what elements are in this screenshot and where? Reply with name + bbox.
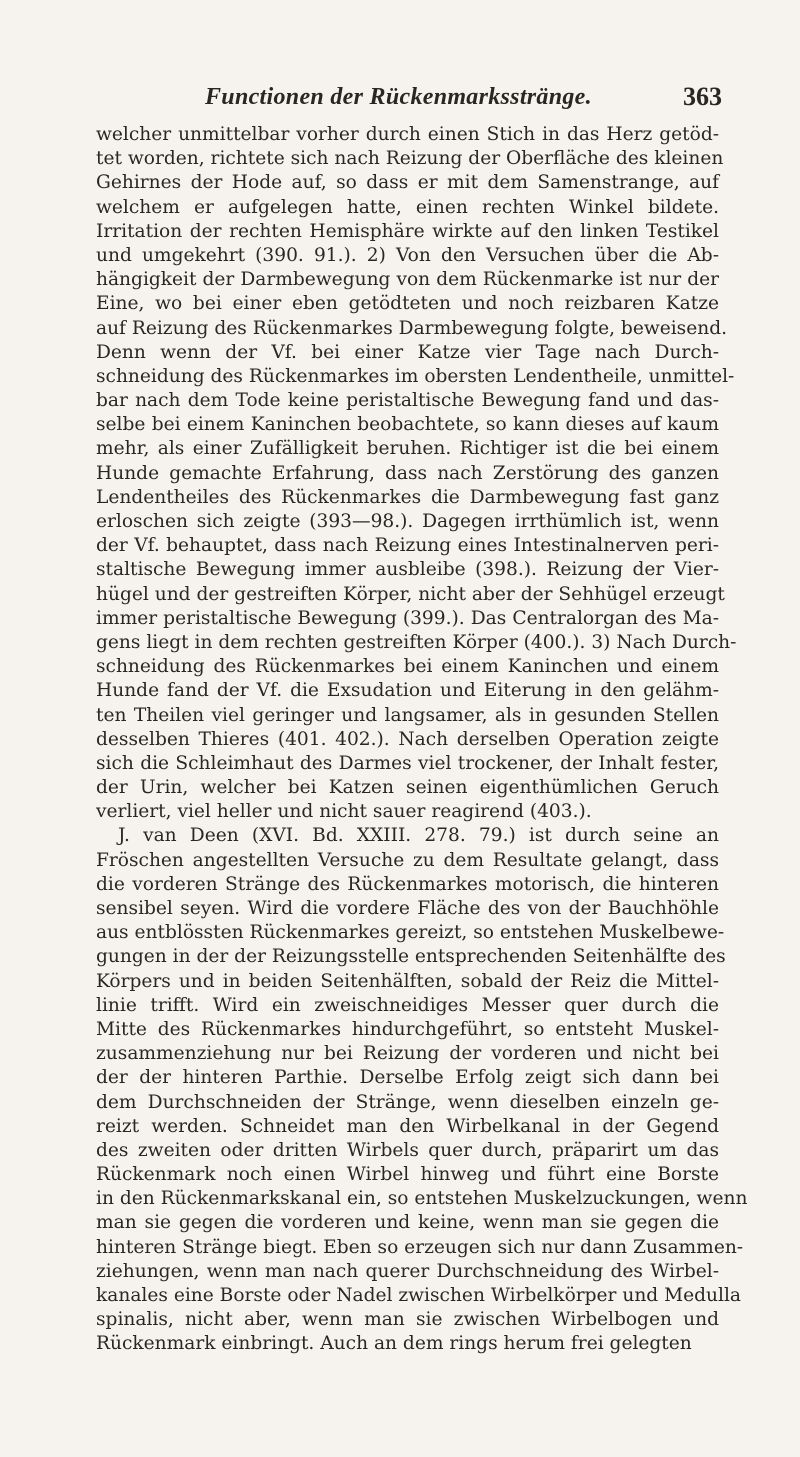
text-line: Denn wenn der Vf. bei einer Katze vier Tage nach Durch-: [96, 341, 719, 363]
text-line: gungen in der der Reizungsstelle entsprechenden Seitenhälfte des: [96, 946, 726, 968]
text-line: auf Reizung des Rückenmarkes Darmbewegung folgte, beweisend.: [96, 317, 728, 339]
text-line: zusammenziehung nur bei Reizung der vorderen und nicht bei: [96, 1043, 719, 1065]
text-line: Fröschen angestellten Versuche zu dem Resultate gelangt, dass: [96, 849, 719, 871]
text-line: gens liegt in dem rechten gestreiften Körper (400.). 3) Nach Durch-: [96, 631, 737, 653]
text-line: ziehungen, wenn man nach querer Durchschneidung des Wirbel-: [96, 1260, 719, 1282]
running-head-title: Functionen der Rückenmarksstränge.: [205, 84, 592, 110]
text-line: Mitte des Rückenmarkes hindurchgeführt, so entsteht Muskel-: [96, 1018, 719, 1040]
text-line: erloschen sich zeigte (393—98.). Dagegen irrthümlich ist, wenn: [96, 511, 719, 532]
text-line: desselben Thieres (401. 402.). Nach derselben Operation zeigte: [96, 728, 719, 750]
text-line: der der hinteren Parthie. Derselbe Erfolg zeigt sich dann bei: [96, 1067, 719, 1089]
text-line: aus entblössten Rückenmarkes gereizt, so entstehen Muskelbewe-: [96, 922, 725, 944]
text-line: hängigkeit der Darmbewegung von dem Rückenmarke ist nur der: [96, 269, 719, 291]
text-line: kanales eine Borste oder Nadel zwischen Wirbelkörper und Medulla: [96, 1285, 742, 1306]
text-line: J. van Deen (XVI. Bd. XXIII. 278. 79.) ist durch seine an: [118, 825, 719, 847]
text-line: der Urin, welcher bei Katzen seinen eigenthümlichen Geruch: [96, 777, 719, 799]
text-line: des zweiten oder dritten Wirbels quer durch, präparirt um das: [96, 1139, 719, 1161]
text-line: spinalis, nicht aber, wenn man sie zwischen Wirbelbogen und: [96, 1309, 719, 1331]
text-line: Hunde gemachte Erfahrung, dass nach Zerstörung des ganzen: [96, 462, 719, 484]
text-line: Körpers und in beiden Seitenhälften, sobald der Reiz die Mittel-: [96, 970, 719, 992]
text-line: selbe bei einem Kaninchen beobachtete, so kann dieses auf kaum: [96, 414, 719, 436]
text-line: Rückenmark einbringt. Auch an dem rings herum frei gelegten: [96, 1333, 692, 1355]
text-line: hinteren Stränge biegt. Eben so erzeugen sich nur dann Zusammen-: [96, 1236, 744, 1258]
text-line: ten Theilen viel geringer und langsamer, als in gesunden Stellen: [96, 704, 719, 726]
text-line: bar nach dem Tode keine peristaltische Bewegung fand und das-: [96, 390, 719, 412]
text-line: mehr, als einer Zufälligkeit beruhen. Richtiger ist die bei einem: [96, 438, 719, 460]
text-line: staltische Bewegung immer ausbleibe (398.). Reizung der Vier-: [96, 559, 719, 581]
text-line: Gehirnes der Hode auf, so dass er mit dem Samenstrange, auf: [96, 172, 719, 194]
text-line: welcher unmittelbar vorher durch einen Stich in das Herz getöd-: [96, 124, 719, 145]
text-line: schneidung des Rückenmarkes bei einem Kaninchen und einem: [96, 656, 719, 678]
text-line: immer peristaltische Bewegung (399.). Das Centralorgan des Ma-: [96, 607, 719, 629]
text-line: in den Rückenmarkskanal ein, so entstehen Muskelzuckungen, wenn: [96, 1188, 748, 1210]
body-text: [96, 123, 748, 1357]
text-line: Lendentheiles des Rückenmarkes die Darmbewegung fast ganz: [96, 486, 719, 508]
text-line: sensibel seyen. Wird die vordere Fläche des von der Bauchhöhle: [96, 898, 719, 919]
text-line: Rückenmark noch einen Wirbel hinweg und führt eine Borste: [96, 1164, 719, 1186]
running-head: [0, 84, 800, 114]
text-line: welchem er aufgelegen hatte, einen rechten Winkel bildete.: [96, 196, 719, 218]
text-line: die vorderen Stränge des Rückenmarkes motorisch, die hinteren: [96, 873, 719, 895]
text-line: Irritation der rechten Hemisphäre wirkte auf den linken Testikel: [96, 220, 719, 242]
text-line: tet worden, richtete sich nach Reizung der Oberfläche des kleinen: [96, 148, 724, 170]
text-line: Hunde fand der Vf. die Exsudation und Eiterung in den gelähm-: [96, 680, 719, 702]
text-line: sich die Schleimhaut des Darmes viel trockener, der Inhalt fester,: [96, 752, 719, 774]
text-line: linie trifft. Wird ein zweischneidiges Messer quer durch die: [96, 994, 719, 1016]
text-line: dem Durchschneiden der Stränge, wenn dieselben einzeln ge-: [96, 1091, 719, 1113]
text-line: hügel und der gestreiften Körper, nicht aber der Sehhügel erzeugt: [96, 583, 725, 605]
text-line: reizt werden. Schneidet man den Wirbelkanal in der Gegend: [96, 1115, 719, 1137]
text-line: schneidung des Rückenmarkes im obersten Lendentheile, unmittel-: [96, 365, 735, 387]
text-line: der Vf. behauptet, dass nach Reizung eines Intestinalnerven peri-: [96, 535, 719, 557]
text-line: man sie gegen die vorderen und keine, wenn man sie gegen die: [96, 1212, 719, 1234]
text-line: verliert, viel heller und nicht sauer reagirend (403.).: [96, 801, 592, 823]
page-number: 363: [683, 82, 722, 111]
text-line: und umgekehrt (390. 91.). 2) Von den Versuchen über die Ab-: [96, 244, 719, 266]
text-line: Eine, wo bei einer eben getödteten und noch reizbaren Katze: [96, 293, 719, 315]
